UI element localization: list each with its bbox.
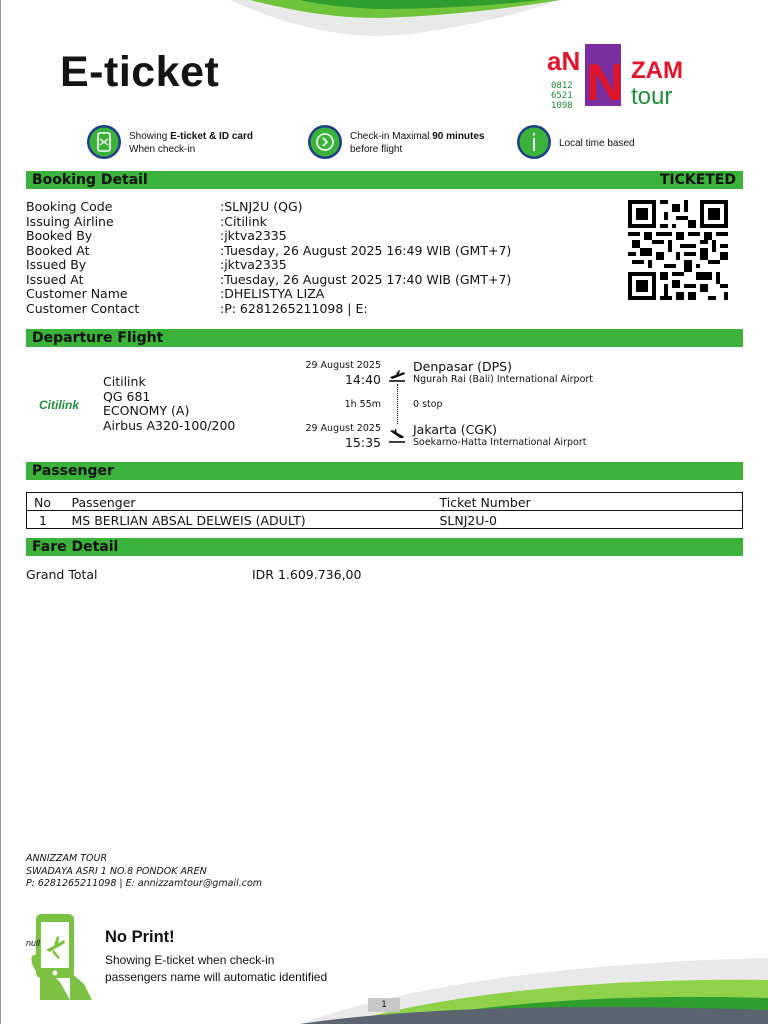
issued-at-label: Issued At: [26, 271, 84, 287]
phone-ticket-icon: [86, 124, 122, 160]
row-no: 1: [39, 512, 47, 528]
grand-total-label: Grand Total: [26, 567, 98, 582]
col-no: No: [34, 494, 51, 510]
issued-by-label: Issued By: [26, 257, 87, 272]
issued-at-value: :Tuesday, 26 August 2025 17:40 WIB (GMT+7): [220, 271, 512, 287]
arrive-airport: Soekarno-Hatta International Airport: [413, 437, 587, 448]
passenger-header: Passenger: [26, 462, 743, 480]
booking-code-label: Booking Code: [26, 199, 113, 214]
passenger-table: [26, 492, 743, 529]
company-address: [26, 853, 262, 891]
info-checkin-text: Check-in Maximal 90 minutes before flight: [350, 131, 485, 155]
no-print-line-1: Showing E-ticket when check-in: [105, 953, 275, 967]
booking-fields: [0, 200, 620, 320]
status-badge: TICKETED: [659, 172, 736, 188]
info-eticket-text: Showing E-ticket & ID card When check-in: [129, 131, 253, 155]
arrive-date: 29 August 2025: [305, 423, 381, 434]
citilink-logo: Citilink: [39, 398, 80, 412]
arrive-city: Jakarta (CGK): [413, 422, 498, 437]
issuing-airline-label: Issuing Airline: [26, 213, 114, 229]
page-border: [0, 0, 1, 1024]
section-title: Booking Detail: [32, 172, 148, 188]
plane-landing-icon: [387, 427, 407, 445]
info-localtime-text: Local time based: [559, 138, 635, 149]
annizzam-tour-logo: [545, 42, 685, 112]
booking-code-value: :SLNJ2U (QG): [220, 199, 303, 214]
grand-total-value: IDR 1.609.736,00: [252, 567, 362, 582]
departure-flight-header: Departure Flight: [26, 329, 743, 347]
booked-by-label: Booked By: [26, 228, 93, 243]
page-number: 1: [368, 998, 400, 1012]
booked-by-value: :jktva2335: [220, 228, 287, 243]
customer-name-label: Customer Name: [26, 286, 128, 301]
svg-text:ZAM: ZAM: [631, 57, 683, 84]
airline-name: Citilink: [103, 374, 146, 389]
depart-date: 29 August 2025: [305, 360, 381, 371]
table-row: [27, 511, 743, 529]
customer-name-value: :DHELISTYA LIZA: [220, 286, 325, 301]
page-title: E-ticket: [60, 48, 220, 96]
flight-duration: 1h 55m: [344, 399, 381, 410]
booked-at-value: :Tuesday, 26 August 2025 16:49 WIB (GMT+7): [220, 242, 512, 258]
info-icon: [516, 124, 552, 160]
row-ticket-number: SLNJ2U-0: [439, 512, 498, 528]
booking-detail-header: [26, 171, 743, 189]
row-passenger-name: MS BERLIAN ABSAL DELWEIS (ADULT): [71, 512, 306, 528]
svg-text:6521: 6521: [551, 91, 573, 101]
booked-at-label: Booked At: [26, 242, 90, 258]
no-print-phone-icon: [26, 912, 96, 1002]
depart-city: Denpasar (DPS): [413, 359, 512, 374]
no-print-title: No Print!: [105, 928, 175, 946]
issuing-airline-value: :Citilink: [220, 213, 267, 229]
passenger-table-header: [27, 493, 743, 511]
company-name: ANNIZZAM TOUR: [26, 853, 108, 864]
flight-stops: 0 stop: [413, 399, 443, 410]
company-street: SWADAYA ASRI 1 NO.8 PONDOK AREN: [26, 865, 207, 877]
svg-text:0812: 0812: [551, 81, 573, 91]
svg-text:N: N: [586, 54, 624, 112]
svg-text:1098: 1098: [551, 101, 573, 111]
plane-takeoff-icon: [387, 368, 407, 384]
fare-detail-header: Fare Detail: [26, 538, 743, 556]
issued-by-value: :jktva2335: [220, 257, 287, 272]
depart-time: 14:40: [344, 372, 381, 387]
svg-text:tour: tour: [631, 83, 673, 110]
arrow-right-circle-icon: [307, 124, 343, 160]
cabin-class: ECONOMY (A): [103, 403, 190, 418]
flight-number: QG 681: [103, 388, 151, 404]
qr-code: [626, 200, 730, 300]
company-contact: P: 6281265211098 | E: annizzamtour@gmail.com: [26, 878, 263, 889]
customer-contact-label: Customer Contact: [26, 300, 140, 316]
svg-text:aN: aN: [547, 46, 581, 76]
aircraft-type: Airbus A320-100/200: [103, 417, 236, 433]
no-print-line-2: passengers name will automatic identified: [105, 970, 328, 984]
route-line: [397, 384, 399, 424]
depart-airport: Ngurah Rai (Bali) International Airport: [413, 374, 594, 385]
col-ticket-number: Ticket Number: [439, 494, 531, 510]
icon-caption: null: [26, 938, 41, 948]
customer-contact-value: :P: 6281265211098 | E:: [220, 300, 368, 316]
col-passenger: Passenger: [71, 494, 136, 510]
arrive-time: 15:35: [344, 435, 381, 450]
